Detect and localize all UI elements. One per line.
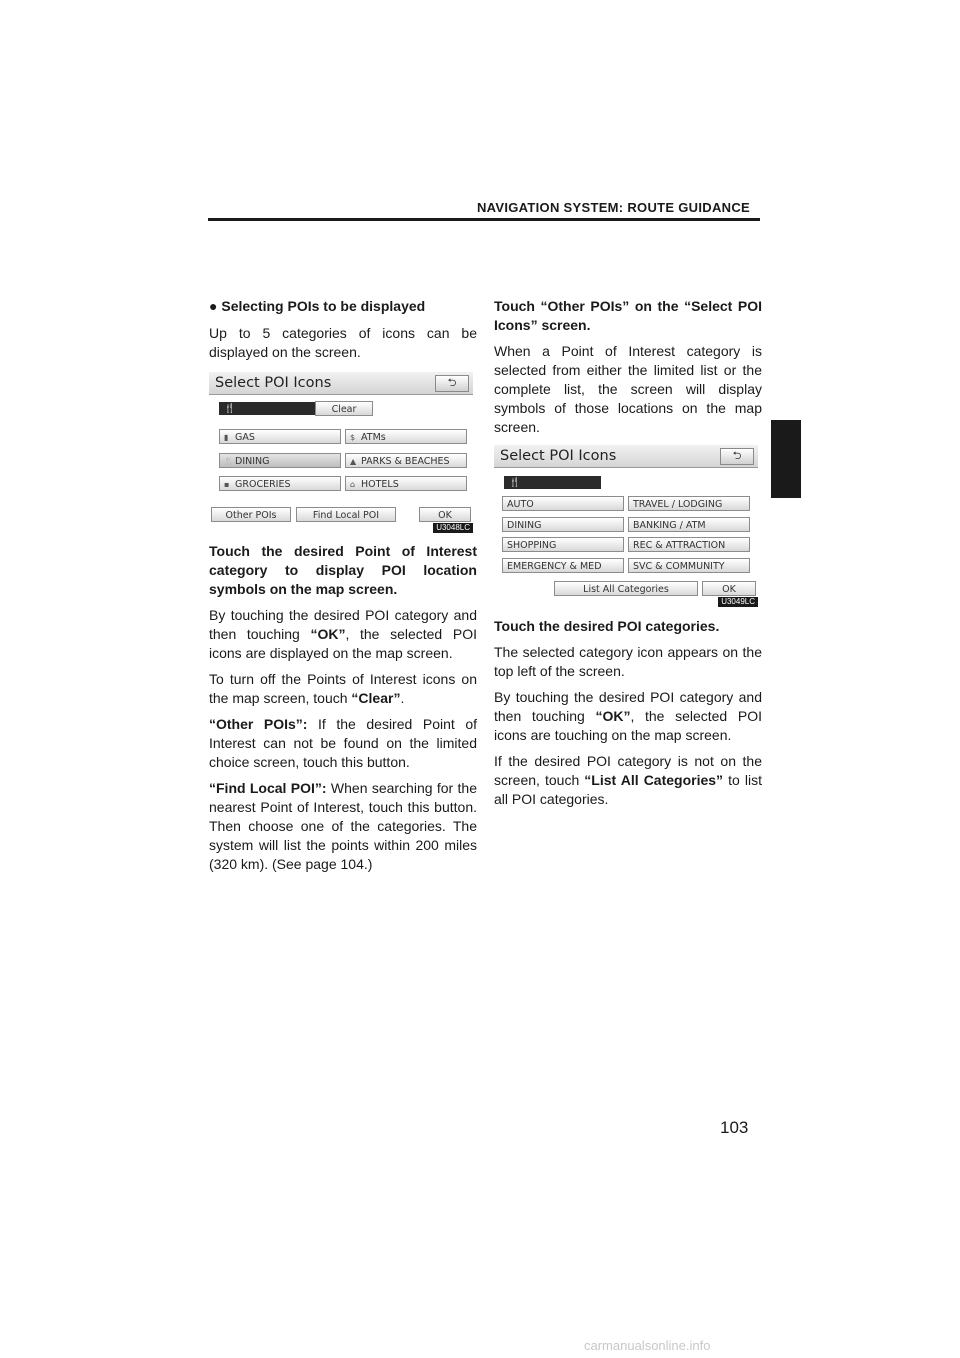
- watermark: carmanualsonline.info: [584, 1338, 711, 1353]
- selected-icons-bar: [504, 476, 601, 489]
- category-button-auto[interactable]: AUTO: [502, 496, 624, 511]
- category-label: GROCERIES: [235, 479, 291, 490]
- other-pois-paragraph: “Other POIs”: If the desired Point of Interest can not be found on the limited choice screen, touch this button.: [209, 716, 477, 770]
- ok-paragraph: By touching the desired POI category and then touching “OK”, the selected POI icons are touching on the map screen.: [494, 689, 762, 743]
- category-button-groceries[interactable]: [219, 476, 341, 491]
- category-label: PARKS & BEACHES: [361, 456, 450, 467]
- figure-code: U3048LC: [433, 523, 473, 533]
- right-column: [494, 297, 762, 816]
- park-icon: ▲: [350, 457, 357, 466]
- figure-code: U3049LC: [718, 597, 758, 607]
- grocery-icon: ▪: [224, 480, 230, 489]
- header-rule: [208, 218, 760, 221]
- clear-paragraph: To turn off the Points of Interest icons on the map screen, touch “Clear”.: [209, 671, 477, 706]
- left-column: [209, 297, 477, 881]
- hotel-icon: ⌂: [350, 480, 356, 489]
- category-button-atms[interactable]: [345, 429, 467, 444]
- category-button-travel-lodging[interactable]: TRAVEL / LODGING: [628, 496, 750, 511]
- category-label: DINING: [235, 456, 270, 467]
- list-all-categories-button[interactable]: List All Categories: [554, 581, 698, 596]
- gas-icon: ▮: [224, 433, 229, 442]
- category-button-gas[interactable]: [219, 429, 341, 444]
- selected-icons-bar: [219, 402, 324, 415]
- section-tab: [771, 420, 801, 498]
- select-poi-screen-1: [209, 372, 473, 532]
- category-button-shopping[interactable]: SHOPPING: [502, 537, 624, 552]
- ok-button[interactable]: OK: [702, 581, 756, 596]
- screen-title: Select POI Icons: [215, 375, 332, 391]
- section-heading-text: Selecting POIs to be displayed: [221, 298, 426, 314]
- list-all-paragraph: If the desired POI category is not on the screen, touch “List All Categories” to list all POI categories.: [494, 753, 762, 807]
- bullet-icon: ●: [209, 298, 218, 314]
- dining-icon: 🍴: [224, 457, 234, 466]
- category-label: HOTELS: [361, 479, 399, 490]
- category-button-emergency-med[interactable]: EMERGENCY & MED: [502, 558, 624, 573]
- category-label: GAS: [235, 432, 255, 443]
- ok-paragraph: By touching the desired POI category and then touching “OK”, the selected POI icons are displayed on the map screen.: [209, 607, 477, 661]
- instruction-lead-2: Touch the desired POI categories.: [494, 618, 720, 634]
- category-button-parks-beaches[interactable]: [345, 453, 467, 468]
- category-button-banking-atm[interactable]: BANKING / ATM: [628, 517, 750, 532]
- screen-title-bar: [494, 445, 758, 468]
- back-arrow-icon[interactable]: ⮌: [720, 448, 754, 465]
- atm-icon: $: [350, 433, 356, 442]
- intro-paragraph: When a Point of Interest category is selected from either the limited list or the complete list, the screen will display symbols of those locations on the map screen.: [494, 343, 762, 435]
- selected-icon-paragraph: The selected category icon appears on the top left of the screen.: [494, 644, 762, 679]
- page-header-title: NAVIGATION SYSTEM: ROUTE GUIDANCE: [476, 200, 750, 215]
- instruction-lead: Touch the desired Point of Interest category to display POI location symbols on the map screen.: [209, 543, 477, 597]
- screen-title: Select POI Icons: [500, 448, 617, 464]
- find-local-paragraph: “Find Local POI”: When searching for the nearest Point of Interest, touch this button. Then choose one of the categories. The system will list the points within 200 miles (320 km). (See page 104.): [209, 780, 478, 872]
- section-heading: [209, 297, 477, 316]
- instruction-lead: Touch “Other POIs” on the “Select POI Icons” screen.: [494, 298, 762, 333]
- intro-paragraph: Up to 5 categories of icons can be displayed on the screen.: [209, 325, 477, 360]
- category-label: ATMs: [361, 432, 386, 443]
- ok-button[interactable]: OK: [419, 507, 471, 522]
- fork-knife-icon: 🍴: [509, 477, 521, 487]
- category-button-dining[interactable]: [219, 453, 341, 468]
- category-button-rec-attraction[interactable]: REC & ATTRACTION: [628, 537, 750, 552]
- find-local-poi-button[interactable]: Find Local POI: [296, 507, 396, 522]
- back-arrow-icon[interactable]: ⮌: [435, 375, 469, 392]
- clear-button[interactable]: Clear: [315, 401, 373, 416]
- category-button-svc-community[interactable]: SVC & COMMUNITY: [628, 558, 750, 573]
- screen-title-bar: [209, 372, 473, 395]
- fork-knife-icon: 🍴: [224, 403, 236, 413]
- category-button-dining[interactable]: DINING: [502, 517, 624, 532]
- select-poi-screen-2: [494, 445, 758, 605]
- category-button-hotels[interactable]: [345, 476, 467, 491]
- other-pois-button[interactable]: Other POIs: [211, 507, 291, 522]
- page-number: 103: [720, 1118, 749, 1137]
